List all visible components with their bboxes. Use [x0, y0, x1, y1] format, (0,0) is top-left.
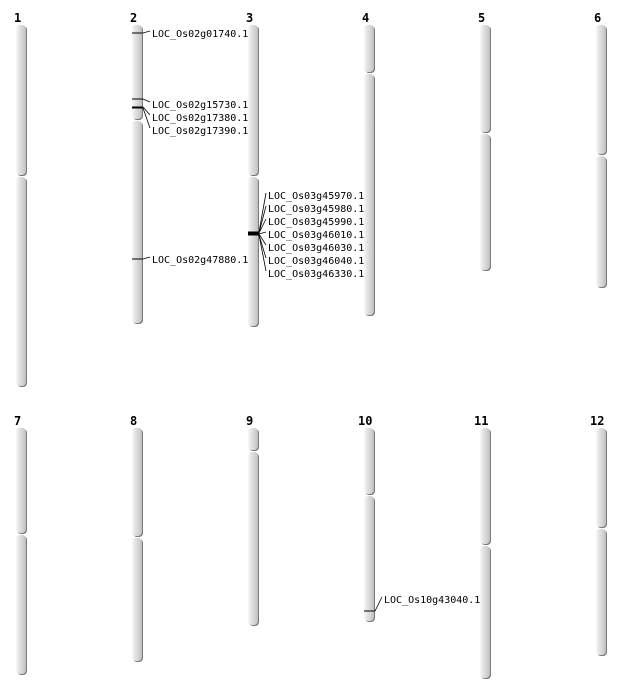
chromosome-12-upper-arm [596, 428, 607, 528]
gene-leader-line [142, 257, 150, 259]
gene-marker [364, 595, 480, 611]
gene-label: LOC_Os03g45990.1 [268, 217, 365, 228]
chromosome-11-upper-arm [480, 428, 491, 545]
chromosome-8-lower-arm [132, 538, 143, 662]
chromosome-8-upper-arm [132, 428, 143, 537]
chromosome-9-upper-arm [248, 428, 259, 451]
gene-label: LOC_Os02g17390.1 [152, 126, 249, 137]
gene-label: LOC_Os02g01740.1 [152, 29, 249, 40]
chromosome-10 [358, 414, 480, 622]
chromosome-4-lower-arm [364, 74, 375, 316]
chromosome-9-lower-arm [248, 452, 259, 626]
chromosome-number-3: 3 [246, 11, 254, 25]
chromosome-number-8: 8 [130, 414, 138, 428]
chromosome-number-1: 1 [14, 11, 22, 25]
chromosome-number-4: 4 [362, 11, 370, 25]
chromosome-1-lower-arm [16, 177, 27, 387]
chromosome-3-lower-arm [248, 177, 259, 327]
chromosome-7 [14, 414, 27, 675]
gene-marker [132, 29, 248, 40]
gene-marker [132, 99, 248, 111]
chromosome-12-lower-arm [596, 529, 607, 656]
gene-leader-line [374, 597, 382, 611]
chromosome-7-lower-arm [16, 535, 27, 675]
gene-label: LOC_Os02g17380.1 [152, 113, 249, 124]
chromosome-10-upper-arm [364, 428, 375, 495]
gene-label: LOC_Os02g15730.1 [152, 100, 249, 111]
chromosome-1-upper-arm [16, 25, 27, 176]
gene-label: LOC_Os03g46330.1 [268, 269, 365, 280]
gene-label: LOC_Os03g45970.1 [268, 191, 365, 202]
gene-label: LOC_Os03g46040.1 [268, 256, 365, 267]
gene-label: LOC_Os03g46030.1 [268, 243, 365, 254]
chromosome-12 [590, 414, 607, 656]
gene-label: LOC_Os10g43040.1 [384, 595, 481, 606]
chromosome-8 [130, 414, 143, 662]
chromosome-9 [246, 414, 259, 626]
chromosome-3 [246, 11, 364, 327]
gene-label: LOC_Os03g46010.1 [268, 230, 365, 241]
chromosome-number-5: 5 [478, 11, 486, 25]
chromosome-number-7: 7 [14, 414, 22, 428]
gene-marker [132, 255, 248, 266]
chromosome-number-2: 2 [130, 11, 138, 25]
chromosome-11 [474, 414, 491, 679]
gene-leader-line [142, 31, 150, 33]
chromosome-6-lower-arm [596, 156, 607, 288]
chromosome-number-9: 9 [246, 414, 254, 428]
chromosome-5-upper-arm [480, 25, 491, 133]
chromosome-2 [130, 11, 248, 324]
chromosome-5 [478, 11, 491, 271]
chromosome-number-6: 6 [594, 11, 602, 25]
chromosome-5-lower-arm [480, 134, 491, 271]
chromosome-6-upper-arm [596, 25, 607, 155]
chromosome-2-upper-arm [132, 25, 143, 120]
chromosome-number-10: 10 [358, 414, 373, 428]
chromosome-6 [594, 11, 607, 288]
gene-leader-line [142, 99, 150, 102]
chromosome-3-upper-arm [248, 25, 259, 176]
gene-marker [248, 230, 364, 241]
chromosome-2-lower-arm [132, 121, 143, 324]
chromosome-number-11: 11 [474, 414, 489, 428]
gene-label: LOC_Os02g47880.1 [152, 255, 249, 266]
chromosome-11-lower-arm [480, 546, 491, 679]
chromosome-number-12: 12 [590, 414, 605, 428]
chromosome-10-lower-arm [364, 496, 375, 622]
gene-label: LOC_Os03g45980.1 [268, 204, 365, 215]
chromosome-4-upper-arm [364, 25, 375, 73]
chromosome-7-upper-arm [16, 428, 27, 534]
chromosome-1 [14, 11, 27, 387]
